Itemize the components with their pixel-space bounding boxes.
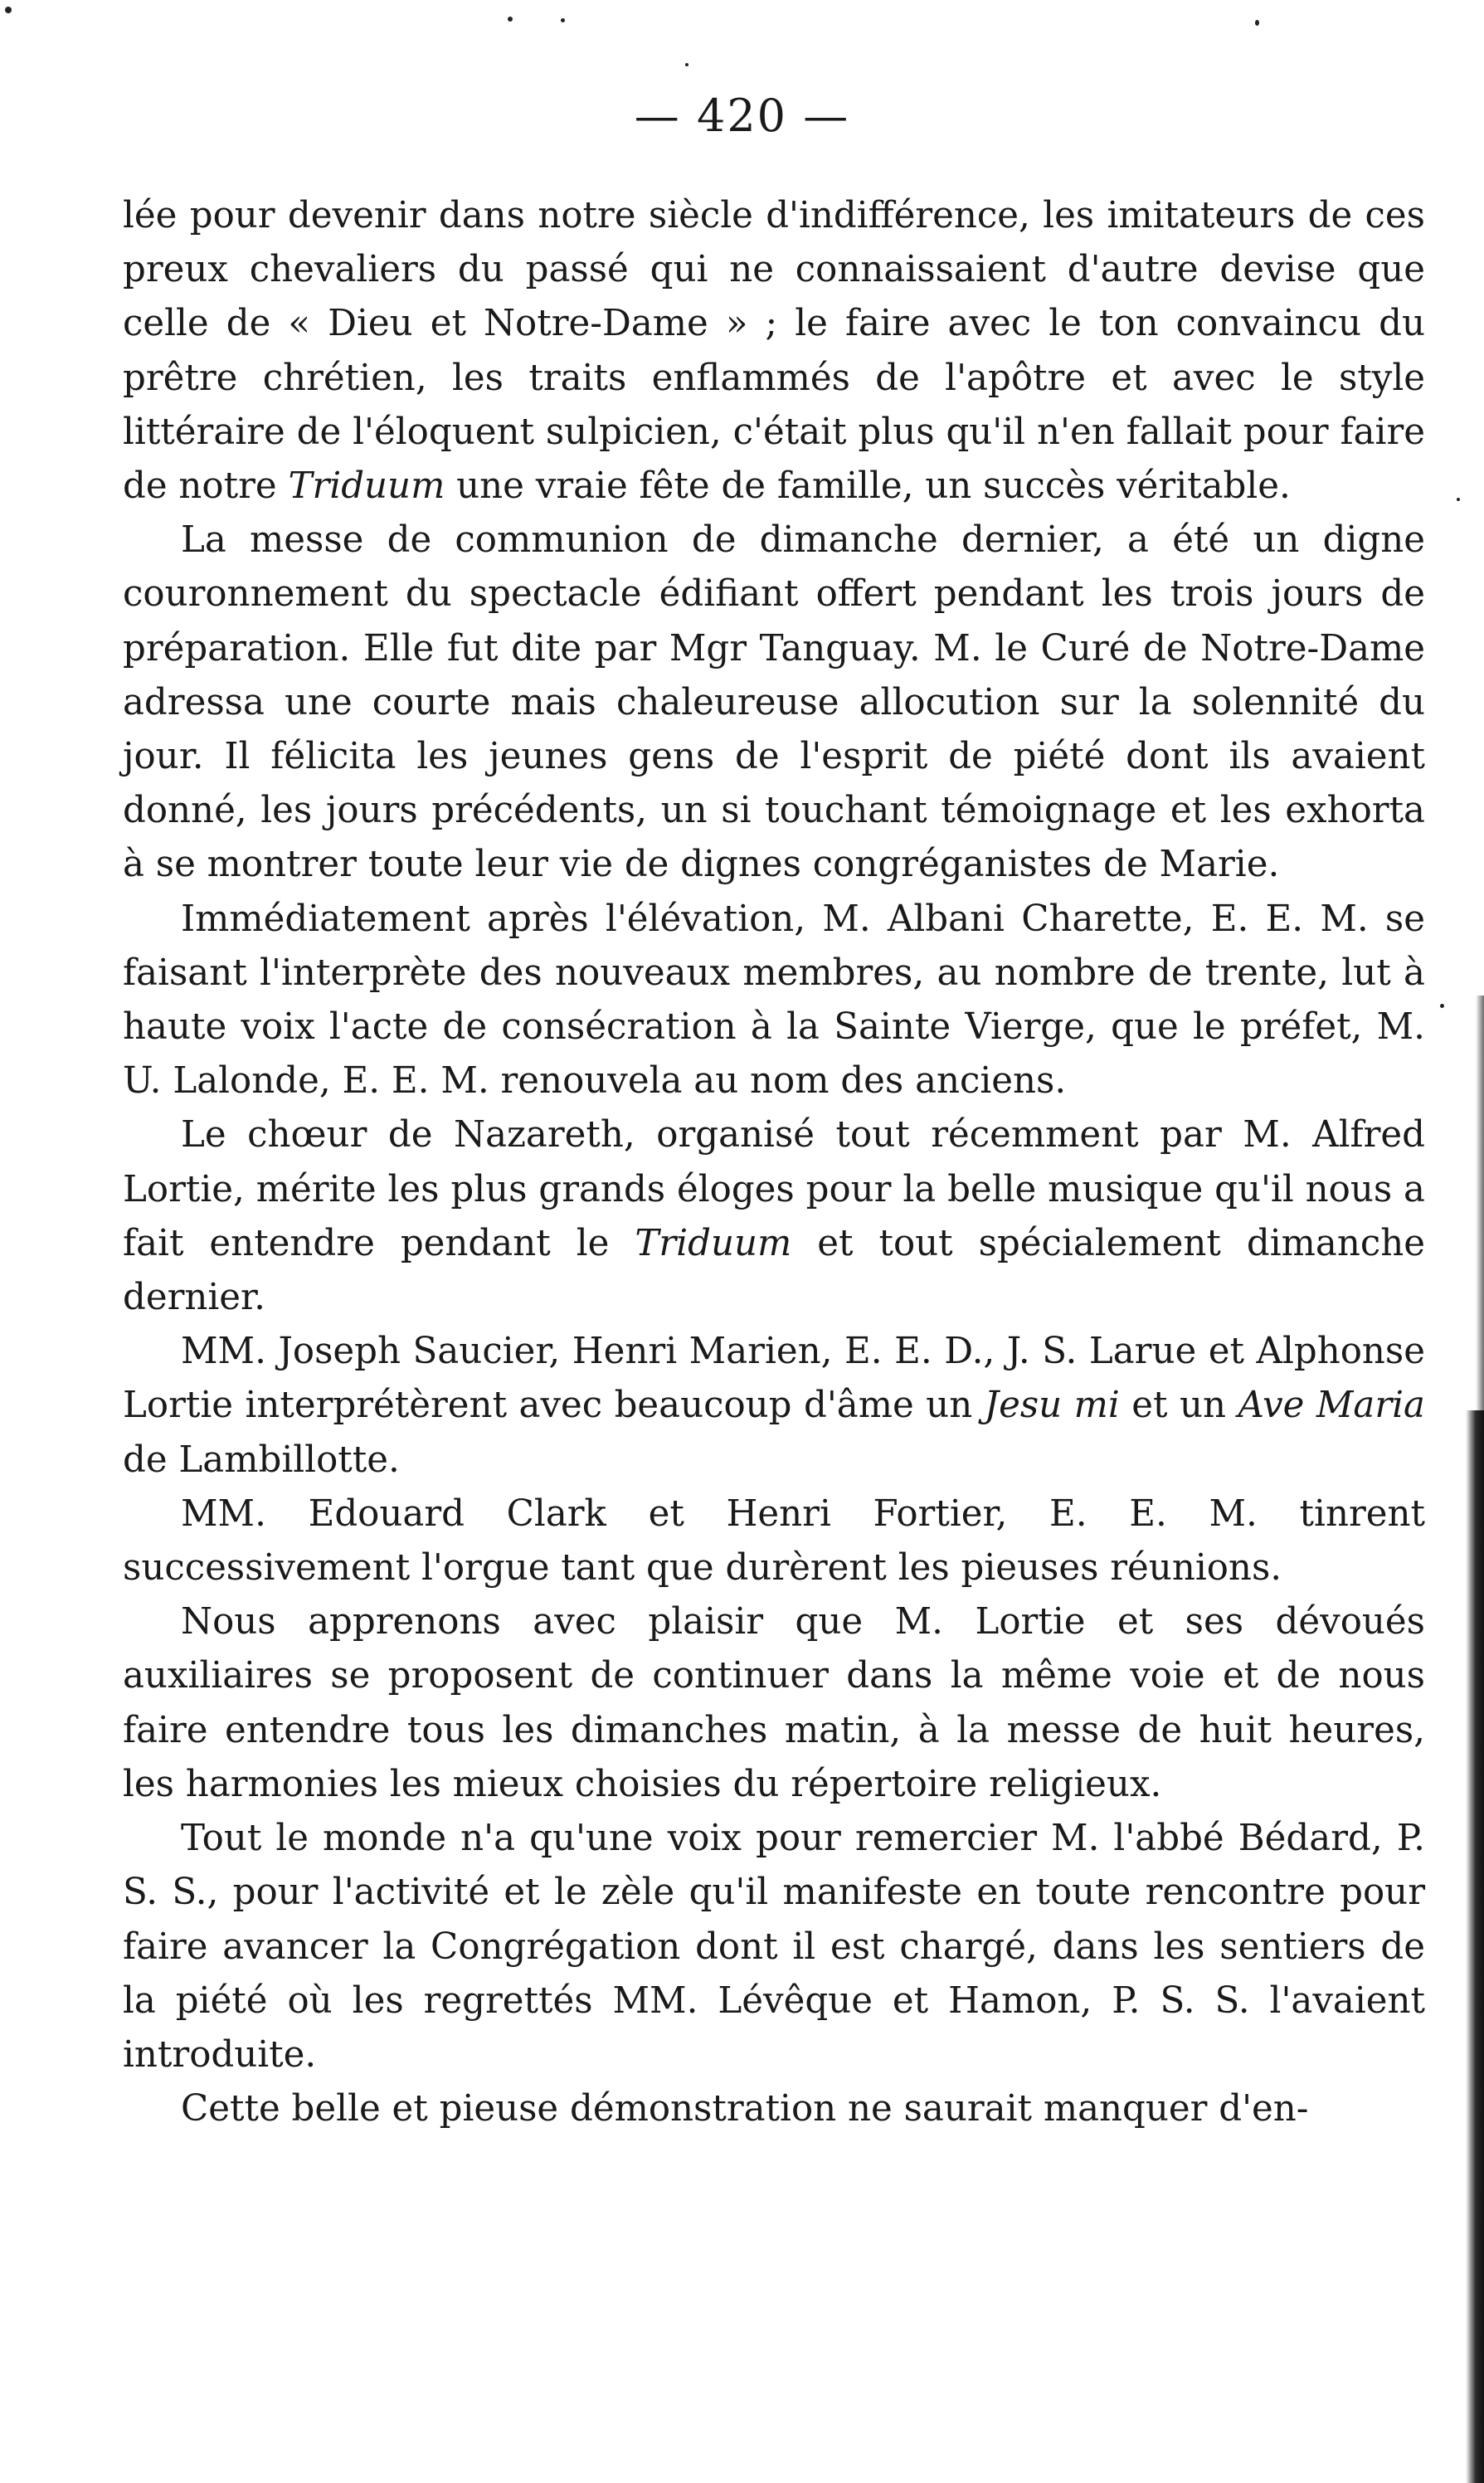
page-number: — 420 —	[634, 90, 850, 142]
paragraph	[123, 514, 1425, 892]
text-run: une vraie fête de famille, un succès véritable.	[445, 465, 1291, 508]
scan-edge-shadow	[1466, 1410, 1484, 2483]
text-run: Nous apprenons avec plaisir que M. Lortie et ses dévoués auxiliaires se proposent de continuer dans la même voie et de nous faire entendre tous les dimanches matin, à la messe de huit heures, les harmonies les mieux choisies du répertoire religieux.	[123, 1601, 1425, 1805]
scan-edge-shadow	[1476, 996, 1484, 1427]
scan-speck	[1457, 498, 1460, 501]
text-run: Cette belle et pieuse démonstration ne saurait manquer d'en-	[181, 2088, 1309, 2130]
text-run: et un	[1119, 1385, 1238, 1427]
italic-text-run: Triduum	[635, 1222, 792, 1264]
text-run: La messe de communion de dimanche dernier, a été un digne couronnement du spectacle édifiant offert pendant les trois jours de préparation. Elle fut dite par Mgr Tanguay. M. le Curé de Notre-Dame adressa une courte mais chaleureuse allocution sur la solennité du jour. Il félicita les jeunes gens de l'esprit de piété dont ils avaient donné, les jours précédents, un si touchant témoignage et les exhorta à se montrer toute leur vie de dignes congréganistes de Marie.	[123, 519, 1425, 886]
scan-speck	[508, 17, 513, 22]
italic-text-run: Ave Maria	[1238, 1385, 1425, 1427]
scan-speck	[685, 63, 688, 66]
paragraph	[123, 189, 1425, 514]
italic-text-run: Triduum	[288, 465, 445, 508]
paragraph	[123, 1325, 1425, 1487]
scan-speck	[1440, 1004, 1444, 1008]
paragraph	[123, 1595, 1425, 1812]
text-run: Immédiatement après l'élévation, M. Albani Charette, E. E. M. se faisant l'interprète des nouveaux membres, au nombre de trente, lut à haute voix l'acte de consécration à la Sainte Vierge, que le préfet, M. U. Lalonde, E. E. M. renouvela au nom des anciens.	[123, 898, 1425, 1103]
italic-text-run: Jesu mi	[984, 1385, 1120, 1427]
scan-speck	[561, 18, 565, 22]
text-run: et tout spécialement dimanche dernier.	[123, 1222, 1425, 1319]
paragraph	[123, 1108, 1425, 1325]
scan-speck	[1255, 20, 1259, 26]
paragraph	[123, 1812, 1425, 2082]
scan-speck	[5, 7, 12, 13]
text-run: MM. Joseph Saucier, Henri Marien, E. E. D., J. S. Larue et Alphonse Lortie interprétèrent avec beaucoup d'âme un	[123, 1331, 1425, 1427]
paragraph	[123, 893, 1425, 1109]
paragraph	[123, 1487, 1425, 1595]
text-run: Tout le monde n'a qu'une voix pour remercier M. l'abbé Bédard, P. S. S., pour l'activité et le zèle qu'il manifeste en toute rencontre pour faire avancer la Congrégation dont il est chargé, dans les sentiers de la piété où les regrettés MM. Lévêque et Hamon, P. S. S. l'avaient introduite.	[123, 1818, 1425, 2076]
body-text	[123, 189, 1425, 2136]
text-run: lée pour devenir dans notre siècle d'indifférence, les imitateurs de ces preux chevaliers du passé qui ne connaissaient d'autre devise que celle de « Dieu et Notre-Dame » ; le faire avec le ton convaincu du prêtre chrétien, les traits enflammés de l'apôtre et avec le style littéraire de l'éloquent sulpicien, c'était plus qu'il n'en fallait pour faire de notre	[123, 195, 1425, 508]
text-run: Le chœur de Nazareth, organisé tout récemment par M. Alfred Lortie, mérite les plus grands éloges pour la belle musique qu'il nous a fait entendre pendant le	[123, 1114, 1425, 1264]
paragraph	[123, 2082, 1425, 2136]
text-run: MM. Edouard Clark et Henri Fortier, E. E. M. tinrent successivement l'orgue tant que durèrent les pieuses réunions.	[123, 1492, 1425, 1590]
text-run: de Lambillotte.	[123, 1439, 400, 1481]
